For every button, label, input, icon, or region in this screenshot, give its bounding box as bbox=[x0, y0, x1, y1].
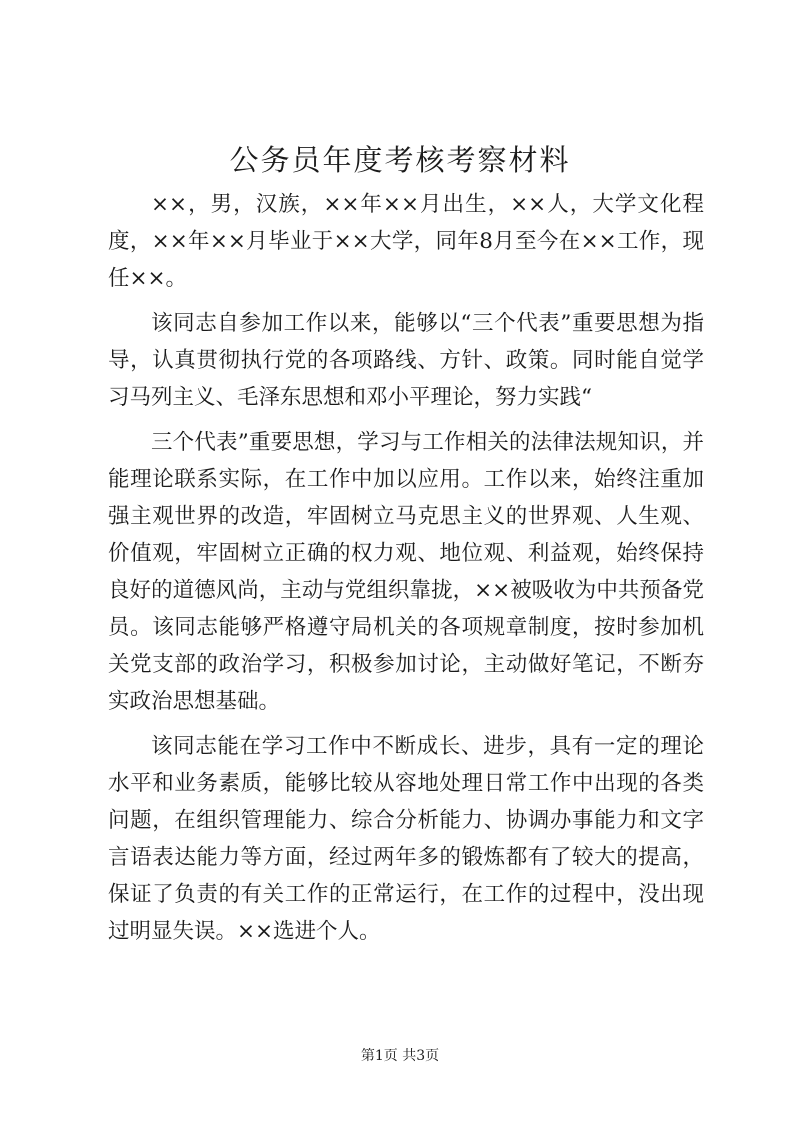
paragraph-personal-info: ××，男，汉族，××年××月出生，××人，大学文化程度，××年××月毕业于××大学，同年8月至今在××工作，现任××。 bbox=[108, 192, 704, 291]
paragraph-work-ability: 该同志能在学习工作中不断成长、进步，具有一定的理论水平和业务素质，能够比较从容地处理日常工作中出现的各类问题，在组织管理能力、综合分析能力、协调办事能力和文字言语表达能力等方面，经过两年多的锻炼都有了较大的提高，保证了负责的有关工作的正常运行，在工作的过程中，没出现过明显失误。××选进个人。 bbox=[108, 734, 704, 944]
document-title: 公务员年度考核考察材料 bbox=[229, 143, 571, 177]
document-body bbox=[108, 186, 704, 958]
paragraph-ideology-conduct: 三个代表”重要思想，学习与工作相关的法律法规知识，并能理论联系实际，在工作中加以应用。工作以来，始终注重加强主观世界的改造，牢固树立马克思主义的世界观、人生观、价值观，牢固树立正确的权力观、地位观、利益观，始终保持良好的道德风尚，主动与党组织靠拢，××被吸收为中共预备党员。该同志能够严格遵守局机关的各项规章制度，按时参加机关党支部的政治学习，积极参加讨论，主动做好笔记，不断夯实政治思想基础。 bbox=[108, 430, 704, 714]
page-number-label: 第1页 共3页 bbox=[360, 1048, 440, 1064]
page-footer bbox=[0, 1046, 800, 1066]
paragraph-political-study: 该同志自参加工作以来，能够以“三个代表”重要思想为指导，认真贯彻执行党的各项路线、方针、政策。同时能自觉学习马列主义、毛泽东思想和邓小平理论，努力实践“ bbox=[108, 311, 704, 410]
